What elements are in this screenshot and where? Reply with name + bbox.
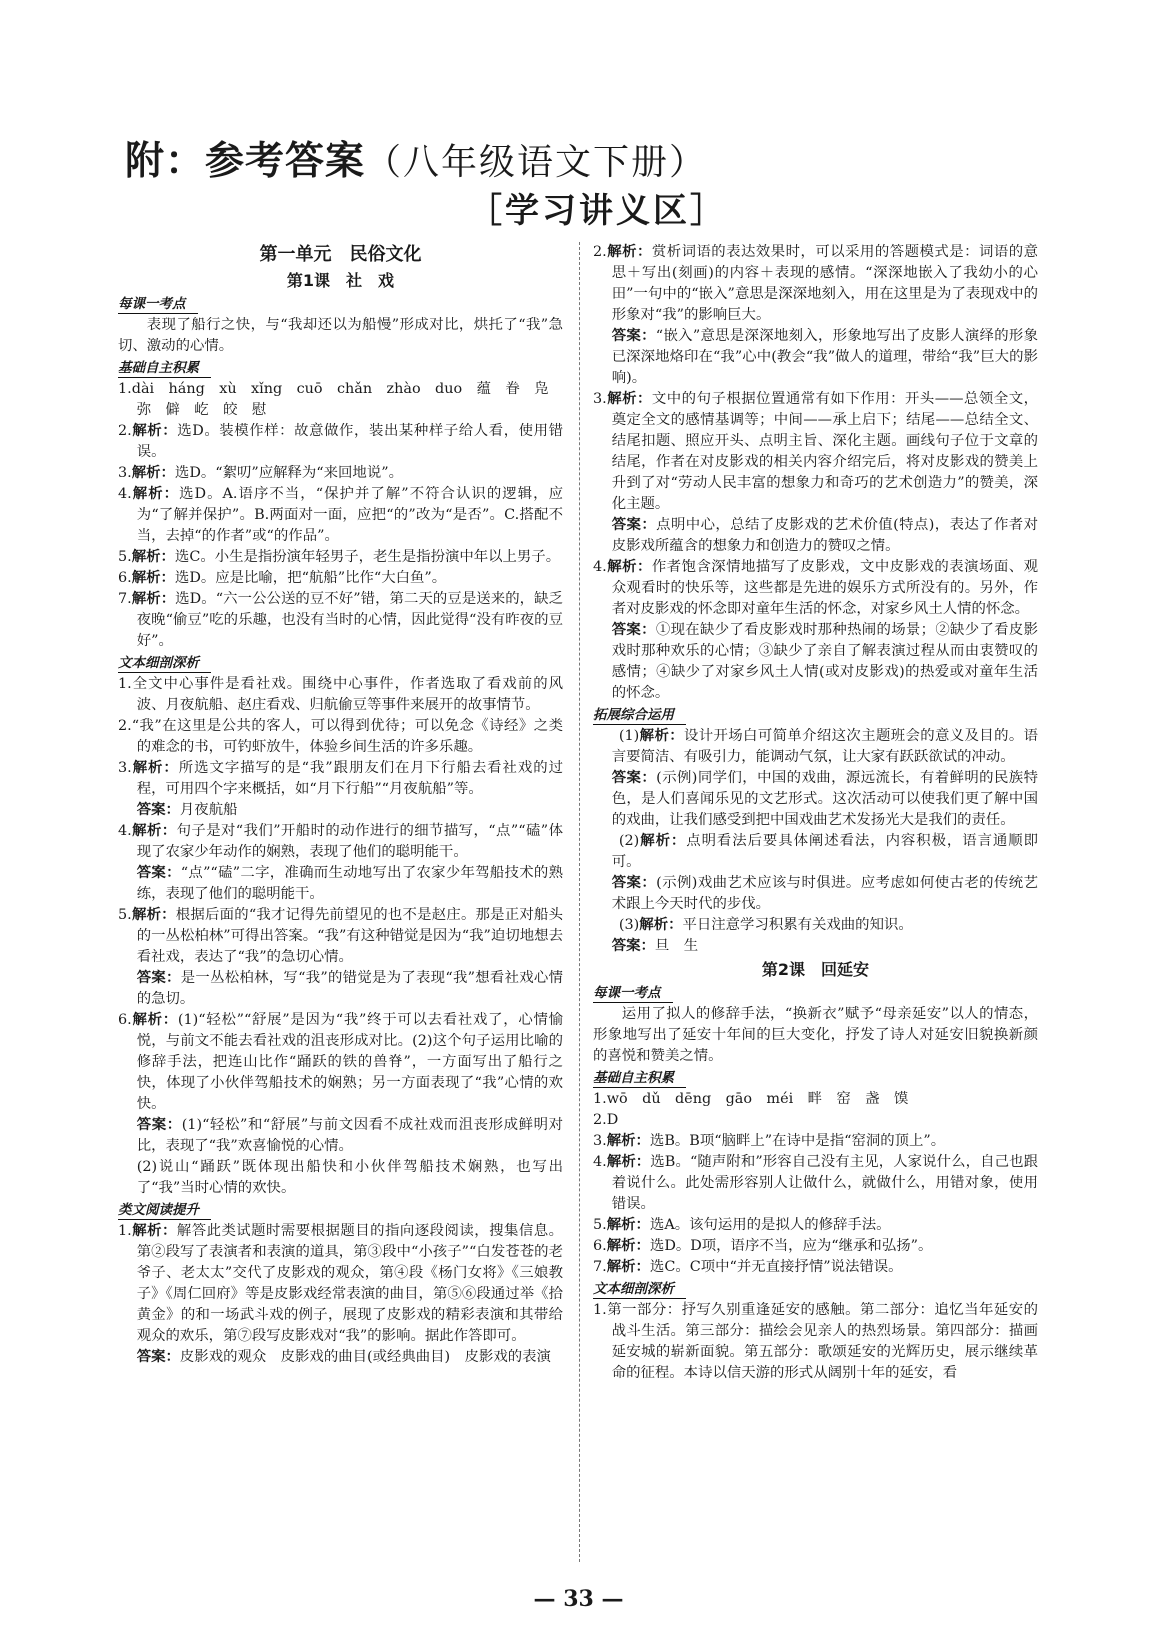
list-item: 3.解析：选B。B项“脑畔上”在诗中是指“窑洞的顶上”。 [593, 1133, 946, 1149]
list-item: 5.解析：根据后面的“我才记得先前望见的也不是赵庄。那是正对船头的一丛松柏林”可得出答案。“我”有这种错觉是因为“我”迫切地想去看社戏，表达了“我”的急切心情。 [118, 907, 563, 965]
list-item: 3.解析：所选文字描写的是“我”跟朋友们在月下行船去看社戏的过程，可用四个字来概括，如“月下行船”“月夜航船”等。 [118, 760, 563, 797]
section-heading: 基础自主积累 [118, 359, 211, 378]
list-item: (2)解析：点明看法后要具体阐述看法，内容积极，语言通顺即可。 [611, 833, 1038, 870]
list-item: 7.解析：选D。“六一公公送的豆不好”错，第二天的豆是送来的，缺乏夜晚“偷豆”吃的乐趣，也没有当时的心情，因此觉得“没有昨夜的豆好”。 [118, 591, 563, 649]
answer: 答案：皮影戏的观众 皮影戏的曲目(或经典曲目) 皮影戏的表演 [136, 1349, 551, 1365]
list-item: 7.解析：选C。C项中“并无直接抒情”说法错误。 [593, 1259, 903, 1275]
list-item: (3)解析：平日注意学习积累有关戏曲的知识。 [618, 917, 913, 933]
list-item: 1.第一部分：抒写久别重逢延安的感触。第二部分：追忆当年延安的战斗生活。第三部分：描绘会见亲人的热烈场景。第四部分：描画延安城的崭新面貌。第五部分：歌颂延安的光辉历史，展示继续革命的征程。本诗以信天游的形式从阔别十年的延安，看 [593, 1302, 1038, 1381]
unit-title: 第一单元 民俗文化 [259, 244, 422, 265]
list-item: 1.全文中心事件是看社戏。围绕中心事件，作者选取了看戏前的风波、月夜航船、赵庄看戏、归航偷豆等事件来展开的故事情节。 [118, 676, 563, 713]
left-column [118, 242, 563, 1368]
answer: 答案：(示例)同学们，中国的戏曲，源远流长，有着鲜明的民族特色，是人们喜闻乐见的文艺形式。这次活动可以使我们更了解中国的戏曲，让我们感受到把中国戏曲艺术发扬光大是我们的责任。 [611, 770, 1038, 828]
answer: 答案：旦 生 [611, 938, 699, 954]
list-item: 4.解析：选B。“随声附和”形容自己没有主见，人家说什么，自己也跟着说什么。此处需形容别人让做什么，就做什么，用错对象，使用错误。 [593, 1154, 1038, 1212]
list-item: 1.解析：解答此类试题时需要根据题目的指向逐段阅读，搜集信息。第②段写了表演者和表演的道具，第③段中“小孩子”“白发苍苍的老爷子、老太太”交代了皮影戏的观众，第④段《杨门女将》《三娘教子》《周仁回府》等是皮影戏经常表演的曲目，第⑤⑥段通过举《拾黄金》的和一场武斗戏的例子，展现了皮影戏的精彩表演和其带给观众的欢乐，第⑦段写皮影戏对“我”的影响。据此作答即可。 [118, 1223, 563, 1344]
right-column [593, 242, 1038, 1384]
answer: 答案：(示例)戏曲艺术应该与时俱进。应考虑如何使古老的传统艺术跟上今天时代的步伐。 [611, 875, 1038, 912]
list-item: 6.解析：选D。应是比喻，把“航船”比作“大白鱼”。 [118, 570, 447, 586]
list-item: 1.wō dǔ dēng gāo méi 畔 窑 盏 馍 [593, 1091, 909, 1107]
list-item: 1.dài háng xù xǐng cuō chǎn zhào duo 蕴 眷 凫 [118, 381, 549, 397]
answer: 答案：①现在缺少了看皮影戏时那种热闹的场景；②缺少了看皮影戏时那种欢乐的心情；③缺少了亲自了解表演过程从而由衷赞叹的感情；④缺少了对家乡风土人情(或对皮影戏)的热爱或对童年生活的怀念。 [611, 622, 1038, 701]
list-item: 2.解析：赏析词语的表达效果时，可以采用的答题模式是：词语的意思＋写出(刻画)的内容＋表现的感情。“深深地嵌入了我幼小的心田”一句中的“嵌入”意思是深深地刻入，用在这里是为了表现戏中的形象对“我”的影响巨大。 [593, 244, 1038, 323]
section-heading: 每课一考点 [593, 984, 673, 1003]
section-heading: 拓展综合运用 [593, 706, 686, 725]
list-item: 6.解析：(1)“轻松”“舒展”是因为“我”终于可以去看社戏了，心情愉悦，与前文不能去看社戏的沮丧形成对比。(2)这个句子运用比喻的修辞手法，把连山比作“踊跃的铁的兽脊”，一方面写出了船行之快，体现了小伙伴驾船技术的娴熟；另一方面表现了“我”心情的欢快。 [118, 1012, 563, 1112]
answer: 答案：(1)“轻松”和“舒展”与前文因看不成社戏而沮丧形成鲜明对比，表现了“我”欢喜愉悦的心情。 [136, 1117, 563, 1154]
paragraph: 运用了拟人的修辞手法，“换新衣”赋予“母亲延安”以人的情态，形象地写出了延安十年间的巨大变化，抒发了诗人对延安旧貌换新颜的喜悦和赞美之情。 [593, 1006, 1038, 1064]
lesson-title: 第2课 回延安 [761, 960, 870, 979]
page-title: 附：参考答案（八年级语文下册） [125, 139, 708, 184]
paragraph: 表现了船行之快，与“我却还以为船慢”形成对比，烘托了“我”急切、激动的心情。 [118, 317, 563, 354]
section-heading: 文本细剖深析 [118, 654, 211, 673]
list-item: 4.解析：选D。A.语序不当，“保护并了解”不符合认识的逻辑，应为“了解并保护”。B.两面对一面，应把“的”改为“是否”。C.搭配不当，去掉“的作者”或“的作品”。 [118, 486, 563, 544]
section-heading: 基础自主积累 [593, 1069, 686, 1088]
list-item: 4.解析：句子是对“我们”开船时的动作进行的细节描写，“点”“磕”体现了农家少年动作的娴熟，表现了他们的聪明能干。 [118, 823, 563, 860]
section-heading: 每课一考点 [118, 295, 198, 314]
list-item: 6.解析：选D。D项，语序不当，应为“继承和弘扬”。 [593, 1238, 933, 1254]
page-number: — 33 — [533, 1586, 624, 1612]
list-item: 3.解析：选D。“絮叨”应解释为“来回地说”。 [118, 465, 403, 481]
list-item-continued: 弥 僻 屹 皎 慰 [136, 402, 267, 418]
list-item: 2.解析：选D。装模作样：故意做作，装出某种样子给人看，使用错误。 [118, 423, 563, 460]
column-divider [579, 242, 581, 1562]
answer: 答案：是一丛松柏林，写“我”的错觉是为了表现“我”想看社戏心情的急切。 [136, 970, 563, 1007]
answer: 答案：月夜航船 [136, 802, 238, 818]
list-item: 2.“我”在这里是公共的客人，可以得到优待；可以免念《诗经》之类的难念的书，可钓虾放牛，体验乡间生活的许多乐趣。 [118, 718, 563, 755]
section-heading: 文本细剖深析 [593, 1280, 686, 1299]
list-item: 5.解析：选A。该句运用的是拟人的修辞手法。 [593, 1217, 891, 1233]
list-item: (1)解析：设计开场白可简单介绍这次主题班会的意义及目的。语言要简洁、有吸引力，能调动气氛，让大家有跃跃欲试的冲动。 [611, 728, 1038, 765]
list-item: 5.解析：选C。小生是指扮演年轻男子，老生是指扮演中年以上男子。 [118, 549, 561, 565]
list-item: 2.D [593, 1112, 619, 1128]
answer: 答案：点明中心，总结了皮影戏的艺术价值(特点)，表达了作者对皮影戏所蕴含的想象力和创造力的赞叹之情。 [611, 517, 1038, 554]
lesson-title: 第1课 社 戏 [286, 271, 395, 290]
list-item: 3.解析：文中的句子根据位置通常有如下作用：开头——总领全文，奠定全文的感情基调等；中间——承上启下；结尾——总结全文、结尾扣题、照应开头、点明主旨、深化主题。画线句子位于文章的结尾，作者在对皮影戏的相关内容介绍完后，将对皮影戏的赞美上升到了对“劳动人民丰富的想象力和奇巧的艺术创造力”的赞美，深化主题。 [593, 391, 1038, 512]
section-heading: 类文阅读提升 [118, 1201, 211, 1220]
answer: 答案：“嵌入”意思是深深地刻入，形象地写出了皮影人演绎的形象已深深地烙印在“我”心中(教会“我”做人的道理，带给“我”巨大的影响)。 [611, 328, 1038, 386]
answer: (2)说山“踊跃”既体现出船快和小伙伴驾船技术娴熟，也写出了“我”当时心情的欢快。 [136, 1159, 563, 1196]
list-item: 4.解析：作者饱含深情地描写了皮影戏，文中皮影戏的表演场面、观众观看时的快乐等，这些都是先进的娱乐方式所没有的。另外，作者对皮影戏的怀念即对童年生活的怀念，对家乡风土人情的怀念。 [593, 559, 1038, 617]
zone-title: ［学习讲义区］ [468, 191, 727, 231]
page-subtitle: （八年级语文下册） [365, 142, 708, 183]
answer: 答案：“点”“磕”二字，准确而生动地写出了农家少年驾船技术的熟练，表现了他们的聪明能干。 [136, 865, 563, 902]
